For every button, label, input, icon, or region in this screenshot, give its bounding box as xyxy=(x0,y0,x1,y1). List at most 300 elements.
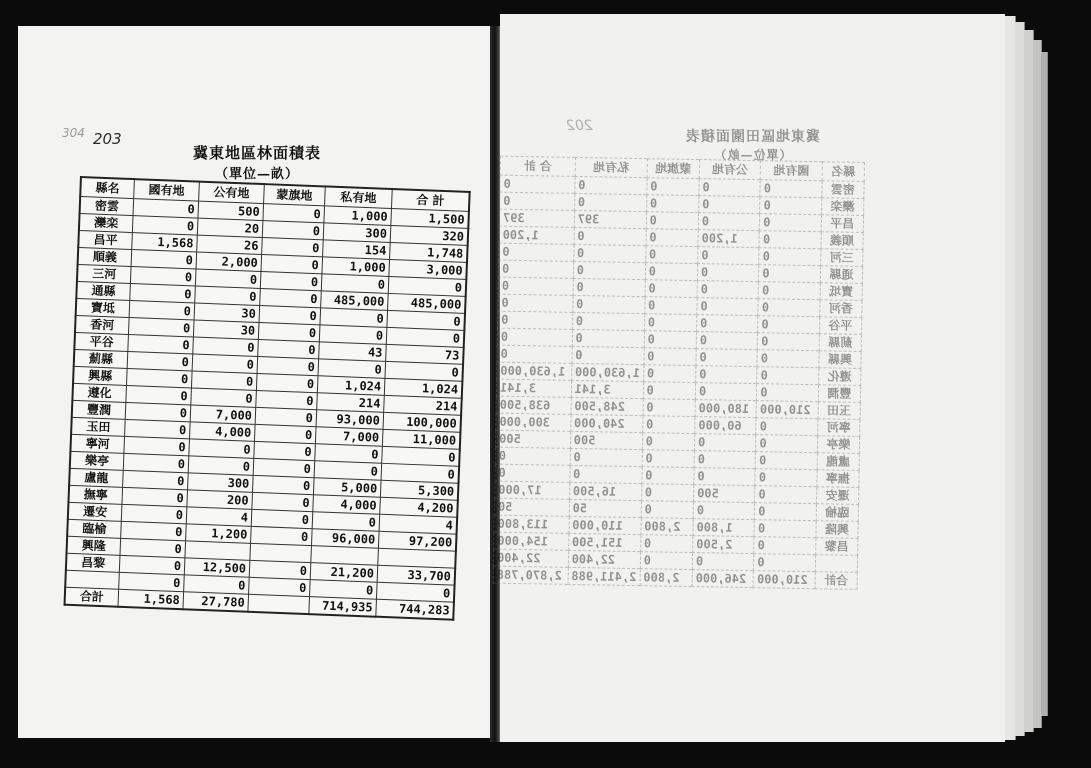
county-name-cell: 豐潤 xyxy=(818,385,861,403)
forest-area-table xyxy=(63,176,470,621)
area-value-cell: 0 xyxy=(643,365,696,383)
area-value-cell: 0 xyxy=(495,464,570,482)
area-value-cell: 0 xyxy=(642,467,695,485)
area-value-cell: 240,000 xyxy=(570,414,642,432)
area-value-cell: 0 xyxy=(381,463,459,483)
area-value-cell: 0 xyxy=(758,282,820,300)
area-value-cell: 0 xyxy=(388,276,466,296)
area-value-cell: 0 xyxy=(260,289,322,308)
area-value-cell: 0 xyxy=(312,512,380,532)
area-value-cell: 0 xyxy=(642,433,695,451)
area-value-cell: 0 xyxy=(692,553,754,571)
area-value-cell: 0 xyxy=(191,371,257,390)
area-value-cell: 0 xyxy=(757,367,819,385)
area-value-cell: 0 xyxy=(119,555,185,574)
area-value-cell: 0 xyxy=(575,176,647,194)
area-value-cell: 1,748 xyxy=(390,242,468,262)
area-value-cell: 0 xyxy=(572,312,644,330)
county-name-cell: 寧河 xyxy=(70,434,124,453)
area-value-cell: 0 xyxy=(184,575,250,594)
county-name-cell: 平谷 xyxy=(819,317,862,335)
area-value-cell: 0 xyxy=(258,339,320,358)
county-name-cell xyxy=(815,555,858,573)
area-value-cell: 0 xyxy=(126,385,192,404)
column-header: 國有地 xyxy=(134,179,200,201)
area-value-cell: 1,200 xyxy=(698,230,760,248)
area-value-cell: 27,780 xyxy=(183,592,249,612)
area-value-cell: 0 xyxy=(128,334,194,353)
area-value-cell: 0 xyxy=(130,267,196,286)
area-value-cell: 0 xyxy=(640,535,693,553)
area-value-cell: 33,700 xyxy=(377,565,455,585)
area-value-cell: 0 xyxy=(760,197,822,215)
area-value-cell: 214 xyxy=(317,393,385,413)
area-value-cell: 1,568 xyxy=(118,589,184,609)
county-name-cell: 興隆 xyxy=(67,536,121,555)
county-name-cell: 昌平 xyxy=(78,230,132,249)
area-value-cell: 96,000 xyxy=(311,529,379,549)
area-value-cell: 30 xyxy=(194,303,260,322)
area-value-cell: 1,630,000 xyxy=(571,363,643,381)
area-value-cell: 0 xyxy=(757,384,819,402)
area-value-cell xyxy=(248,594,310,614)
area-value-cell: 0 xyxy=(254,441,316,460)
area-value-cell: 0 xyxy=(570,448,642,466)
area-value-cell: 0 xyxy=(696,349,758,367)
county-name-cell: 平谷 xyxy=(74,332,128,351)
area-value-cell: 0 xyxy=(121,504,187,523)
area-value-cell: 0 xyxy=(124,436,190,455)
area-value-cell: 43 xyxy=(319,342,387,362)
area-value-cell: 0 xyxy=(643,382,696,400)
area-value-cell: 0 xyxy=(573,278,645,296)
area-value-cell: 0 xyxy=(125,419,191,438)
page-number-left: 203 xyxy=(93,130,122,148)
area-value-cell: 744,283 xyxy=(376,599,454,619)
county-name-cell: 盧龍 xyxy=(69,468,123,487)
area-value-cell: 0 xyxy=(319,325,387,345)
area-value-cell: 1,568 xyxy=(132,233,198,252)
area-value-cell: 0 xyxy=(495,447,570,465)
area-value-cell: 0 xyxy=(310,580,378,600)
area-value-cell: 0 xyxy=(756,418,818,436)
area-value-cell: 7,000 xyxy=(315,427,383,447)
area-value-cell: 397 xyxy=(499,209,574,227)
area-value-cell: 0 xyxy=(376,582,454,602)
area-value-cell: 2,800 xyxy=(641,518,694,536)
area-value-cell: 0 xyxy=(131,250,197,269)
column-header: 公有地 xyxy=(699,160,761,180)
area-value-cell: 0 xyxy=(259,305,321,324)
area-value-cell: 0 xyxy=(382,446,460,466)
bleed-through-content xyxy=(496,14,1005,742)
area-value-cell: 0 xyxy=(261,255,323,274)
area-value-cell: 0 xyxy=(498,294,573,312)
county-name-cell: 灤栾 xyxy=(79,214,133,233)
county-name-cell xyxy=(65,570,119,589)
area-value-cell: 0 xyxy=(645,280,698,298)
area-value-cell: 1,200 xyxy=(186,524,252,543)
area-value-cell: 0 xyxy=(754,520,816,538)
area-value-cell: 0 xyxy=(760,214,822,232)
area-value-cell: 0 xyxy=(698,247,760,265)
area-value-cell: 0 xyxy=(121,521,187,540)
area-value-cell: 0 xyxy=(572,329,644,347)
table-subtitle: （單位—畝） xyxy=(214,167,299,182)
right-page xyxy=(496,14,1005,742)
area-value-cell: 0 xyxy=(252,475,314,494)
area-value-cell: 1,500 xyxy=(391,208,469,228)
county-name-cell: 玉田 xyxy=(818,402,861,420)
area-value-cell: 0 xyxy=(572,295,644,313)
area-value-cell: 0 xyxy=(759,231,821,249)
area-value-cell: 0 xyxy=(123,470,189,489)
area-value-cell: 17,000 xyxy=(495,481,570,499)
area-value-cell: 151,500 xyxy=(568,533,640,551)
area-value-cell: 2,500 xyxy=(693,536,755,554)
county-name-cell: 寶坻 xyxy=(76,298,130,317)
area-value-cell: 0 xyxy=(387,310,465,330)
area-value-cell: 0 xyxy=(643,399,696,417)
area-value-cell: 50 xyxy=(569,499,641,517)
area-value-cell: 0 xyxy=(569,465,641,483)
county-name-cell: 密雲 xyxy=(822,181,865,199)
area-value-cell: 214 xyxy=(384,395,462,415)
county-name-cell: 合計 xyxy=(65,587,119,607)
area-value-cell: 1,000 xyxy=(322,257,390,277)
county-name-cell: 昌黎 xyxy=(66,553,120,572)
area-value-cell: 0 xyxy=(257,356,319,375)
area-value-cell: 246,000 xyxy=(692,570,754,588)
right-table-subtitle: （單位—畝） xyxy=(713,148,792,162)
area-value-cell: 0 xyxy=(694,468,756,486)
area-value-cell: 0 xyxy=(500,175,575,193)
area-value-cell: 0 xyxy=(758,299,820,317)
county-name-cell: 興縣 xyxy=(819,351,862,369)
area-value-cell: 500 xyxy=(570,431,642,449)
area-value-cell: 0 xyxy=(132,216,198,235)
area-value-cell: 0 xyxy=(252,492,314,511)
area-value-cell: 180,000 xyxy=(695,400,757,418)
area-value-cell: 22,400 xyxy=(568,550,640,568)
area-value-cell: 1,000 xyxy=(324,206,392,226)
county-name-cell: 密雲 xyxy=(80,197,134,216)
area-value-cell: 0 xyxy=(641,501,694,519)
area-value-cell: 0 xyxy=(256,373,318,392)
area-value-cell: 0 xyxy=(644,297,697,315)
column-header: 縣名 xyxy=(822,162,865,182)
area-value-cell: 300 xyxy=(188,473,254,492)
county-name-cell: 盧龍 xyxy=(817,453,860,471)
area-value-cell: 20 xyxy=(197,218,263,237)
area-value-cell: 0 xyxy=(263,204,325,223)
column-header: 國有地 xyxy=(761,161,823,181)
area-value-cell: 0 xyxy=(318,359,386,379)
area-value-cell: 0 xyxy=(756,435,818,453)
area-value-cell: 0 xyxy=(385,361,463,381)
area-value-cell: 0 xyxy=(256,390,318,409)
county-name-cell: 臨榆 xyxy=(816,504,859,522)
area-value-cell: 397 xyxy=(574,210,646,228)
area-value-cell: 0 xyxy=(696,332,758,350)
area-value-cell: 638,500 xyxy=(496,396,571,414)
area-value-cell: 210,000 xyxy=(753,571,815,589)
county-name-cell: 順義 xyxy=(78,247,132,266)
area-value-cell: 2,800 xyxy=(640,569,693,587)
area-value-cell: 12,500 xyxy=(184,558,250,577)
area-value-cell: 0 xyxy=(262,221,324,240)
area-value-cell: 0 xyxy=(188,456,254,475)
area-value-cell: 0 xyxy=(645,263,698,281)
area-value-cell: 0 xyxy=(258,322,320,341)
area-value-cell: 0 xyxy=(133,199,199,218)
area-value-cell: 5,000 xyxy=(313,478,381,498)
column-header: 合 計 xyxy=(500,156,575,176)
area-value-cell: 300 xyxy=(323,223,391,243)
county-name-cell: 通縣 xyxy=(76,281,130,300)
area-value-cell: 0 xyxy=(646,229,699,247)
area-value-cell: 0 xyxy=(497,328,572,346)
area-value-cell: 0 xyxy=(130,284,196,303)
area-value-cell: 0 xyxy=(646,212,699,230)
area-value-cell: 0 xyxy=(574,227,646,245)
county-name-cell: 遷安 xyxy=(68,502,122,521)
area-value-cell: 0 xyxy=(755,503,817,521)
area-value-cell: 0 xyxy=(754,554,816,572)
area-value-cell: 2,870,788 xyxy=(493,566,568,584)
area-value-cell: 4 xyxy=(186,507,252,526)
column-header: 合 計 xyxy=(391,189,469,211)
area-value-cell: 248,500 xyxy=(571,397,643,415)
area-value-cell: 0 xyxy=(251,526,313,545)
county-name-cell: 合計 xyxy=(815,572,858,590)
area-value-cell: 4,000 xyxy=(313,495,381,515)
area-value-cell: 0 xyxy=(497,345,572,363)
area-value-cell: 100,000 xyxy=(383,412,461,432)
area-value-cell: 0 xyxy=(573,244,645,262)
area-value-cell: 97,200 xyxy=(378,531,456,551)
county-name-cell: 順義 xyxy=(821,232,864,250)
area-value-cell: 0 xyxy=(189,439,255,458)
area-value-cell: 485,000 xyxy=(321,291,389,311)
county-name-cell: 樂亭 xyxy=(70,451,124,470)
area-value-cell: 2,411,988 xyxy=(568,567,640,585)
county-name-cell: 香河 xyxy=(75,315,129,334)
area-value-cell: 0 xyxy=(646,195,699,213)
area-value-cell: 4,200 xyxy=(380,497,458,517)
area-value-cell: 0 xyxy=(645,246,698,264)
county-name-cell: 臨榆 xyxy=(67,519,121,538)
area-value-cell: 113,800 xyxy=(494,515,569,533)
area-value-cell: 0 xyxy=(699,179,761,197)
field-area-table-container xyxy=(493,156,865,590)
area-value-cell: 0 xyxy=(759,248,821,266)
column-header: 私有地 xyxy=(325,186,393,208)
area-value-cell: 0 xyxy=(696,315,758,333)
county-name-cell: 三河 xyxy=(820,249,863,267)
area-value-cell: 4 xyxy=(379,514,457,534)
area-value-cell: 0 xyxy=(498,260,573,278)
area-value-cell: 0 xyxy=(255,407,317,426)
area-value-cell: 0 xyxy=(192,354,258,373)
county-name-cell: 撫寧 xyxy=(68,485,122,504)
area-value-cell: 0 xyxy=(195,286,261,305)
page-edge xyxy=(1041,52,1048,716)
column-header: 蒙旗地 xyxy=(647,159,700,179)
column-header: 縣名 xyxy=(80,177,134,199)
area-value-cell: 110,000 xyxy=(569,516,641,534)
left-page xyxy=(18,26,496,738)
page-number-right: 202 xyxy=(566,118,593,134)
area-value-cell: 0 xyxy=(193,337,259,356)
area-value-cell: 500 xyxy=(198,201,264,220)
area-value-cell: 3,141 xyxy=(496,379,571,397)
field-area-table xyxy=(493,156,865,590)
area-value-cell: 485,000 xyxy=(388,293,466,313)
area-value-cell: 714,935 xyxy=(309,597,377,617)
area-value-cell: 0 xyxy=(641,484,694,502)
area-value-cell: 154 xyxy=(323,240,391,260)
area-value-cell: 0 xyxy=(642,416,695,434)
county-name-cell: 薊縣 xyxy=(74,349,128,368)
area-value-cell: 1,630,000 xyxy=(497,362,572,380)
area-value-cell: 210,000 xyxy=(756,401,818,419)
area-value-cell: 0 xyxy=(572,346,644,364)
area-value-cell: 0 xyxy=(755,469,817,487)
area-value-cell: 154,000 xyxy=(494,532,569,550)
area-value-cell: 2,000 xyxy=(196,252,262,271)
area-value-cell: 0 xyxy=(697,281,759,299)
area-value-cell: 0 xyxy=(195,269,261,288)
area-value-cell: 0 xyxy=(693,502,755,520)
area-value-cell: 500 xyxy=(694,485,756,503)
area-value-cell: 0 xyxy=(758,316,820,334)
area-value-cell: 0 xyxy=(695,383,757,401)
area-value-cell: 5,300 xyxy=(380,480,458,500)
area-value-cell: 300,000 xyxy=(496,413,571,431)
area-value-cell: 0 xyxy=(573,261,645,279)
column-header: 私有地 xyxy=(575,157,647,177)
county-name-cell: 興隆 xyxy=(816,521,859,539)
county-name-cell: 遷安 xyxy=(816,487,859,505)
area-value-cell: 0 xyxy=(694,434,756,452)
area-value-cell: 1,200 xyxy=(499,226,574,244)
area-value-cell: 0 xyxy=(498,311,573,329)
county-name-cell: 昌平 xyxy=(821,215,864,233)
area-value-cell: 11,000 xyxy=(382,429,460,449)
area-value-cell: 3,000 xyxy=(389,259,467,279)
right-table-title: 冀東地區田園面積表 xyxy=(685,129,820,145)
area-value-cell: 1,800 xyxy=(693,519,755,537)
county-name-cell: 玉田 xyxy=(71,417,125,436)
county-name-cell: 三河 xyxy=(77,264,131,283)
faint-page-number: 304 xyxy=(62,126,85,140)
area-value-cell: 0 xyxy=(698,213,760,231)
area-value-cell: 0 xyxy=(697,298,759,316)
county-name-cell: 寧河 xyxy=(817,419,860,437)
area-value-cell: 0 xyxy=(757,350,819,368)
area-value-cell: 0 xyxy=(760,180,822,198)
area-value-cell: 0 xyxy=(386,327,464,347)
area-value-cell: 0 xyxy=(640,552,693,570)
area-value-cell: 320 xyxy=(390,225,468,245)
area-value-cell: 500 xyxy=(495,430,570,448)
area-value-cell: 0 xyxy=(696,366,758,384)
area-value-cell: 0 xyxy=(249,577,311,596)
county-name-cell: 寶坻 xyxy=(820,283,863,301)
area-value-cell: 0 xyxy=(191,388,257,407)
area-value-cell: 0 xyxy=(498,277,573,295)
area-value-cell: 0 xyxy=(262,238,324,257)
area-value-cell: 0 xyxy=(320,308,388,328)
area-value-cell: 21,200 xyxy=(310,563,378,583)
area-value-cell: 0 xyxy=(128,317,194,336)
area-value-cell: 0 xyxy=(755,486,817,504)
area-value-cell: 0 xyxy=(499,243,574,261)
area-value-cell: 26 xyxy=(197,235,263,254)
area-value-cell: 0 xyxy=(754,537,816,555)
area-value-cell: 0 xyxy=(642,450,695,468)
area-value-cell: 0 xyxy=(644,348,697,366)
table-title: 冀東地區林面積表 xyxy=(192,144,321,162)
area-value-cell: 22,400 xyxy=(493,549,568,567)
area-value-cell: 0 xyxy=(119,572,185,591)
area-value-cell: 0 xyxy=(125,402,191,421)
area-value-cell: 16,500 xyxy=(569,482,641,500)
area-value-cell: 0 xyxy=(253,458,315,477)
area-value-cell: 0 xyxy=(759,265,821,283)
area-value-cell: 0 xyxy=(127,351,193,370)
area-value-cell: 30 xyxy=(193,320,259,339)
area-value-cell: 0 xyxy=(699,196,761,214)
forest-area-table-container xyxy=(63,176,470,621)
county-name-cell: 豐潤 xyxy=(72,400,126,419)
county-name-cell: 遵化 xyxy=(72,383,126,402)
area-value-cell: 0 xyxy=(260,272,322,291)
area-value-cell: 0 xyxy=(126,368,192,387)
county-name-cell: 撫寧 xyxy=(817,470,860,488)
area-value-cell: 0 xyxy=(254,424,316,443)
area-value-cell: 1,024 xyxy=(384,378,462,398)
area-value-cell: 0 xyxy=(122,487,188,506)
area-value-cell: 50 xyxy=(494,498,569,516)
area-value-cell: 0 xyxy=(694,451,756,469)
area-value-cell: 0 xyxy=(315,444,383,464)
area-value-cell: 73 xyxy=(386,344,464,364)
area-value-cell: 0 xyxy=(647,178,700,196)
area-value-cell: 0 xyxy=(644,331,697,349)
area-value-cell: 4,000 xyxy=(189,422,255,441)
county-name-cell: 昌黎 xyxy=(815,538,858,556)
area-value-cell: 93,000 xyxy=(316,410,384,430)
area-value-cell: 0 xyxy=(697,264,759,282)
area-value-cell: 200 xyxy=(187,490,253,509)
area-value-cell: 0 xyxy=(574,193,646,211)
area-value-cell: 0 xyxy=(500,192,575,210)
area-value-cell: 0 xyxy=(251,509,313,528)
area-value-cell: 3,141 xyxy=(571,380,643,398)
county-name-cell: 香河 xyxy=(819,300,862,318)
area-value-cell: 0 xyxy=(129,301,195,320)
area-value-cell: 1,024 xyxy=(317,376,385,396)
area-value-cell: 0 xyxy=(644,314,697,332)
county-name-cell: 通縣 xyxy=(820,266,863,284)
area-value-cell: 60,000 xyxy=(695,417,757,435)
county-name-cell: 興縣 xyxy=(73,366,127,385)
column-header: 蒙旗地 xyxy=(264,184,326,206)
county-name-cell: 薊縣 xyxy=(819,334,862,352)
area-value-cell: 0 xyxy=(321,274,389,294)
